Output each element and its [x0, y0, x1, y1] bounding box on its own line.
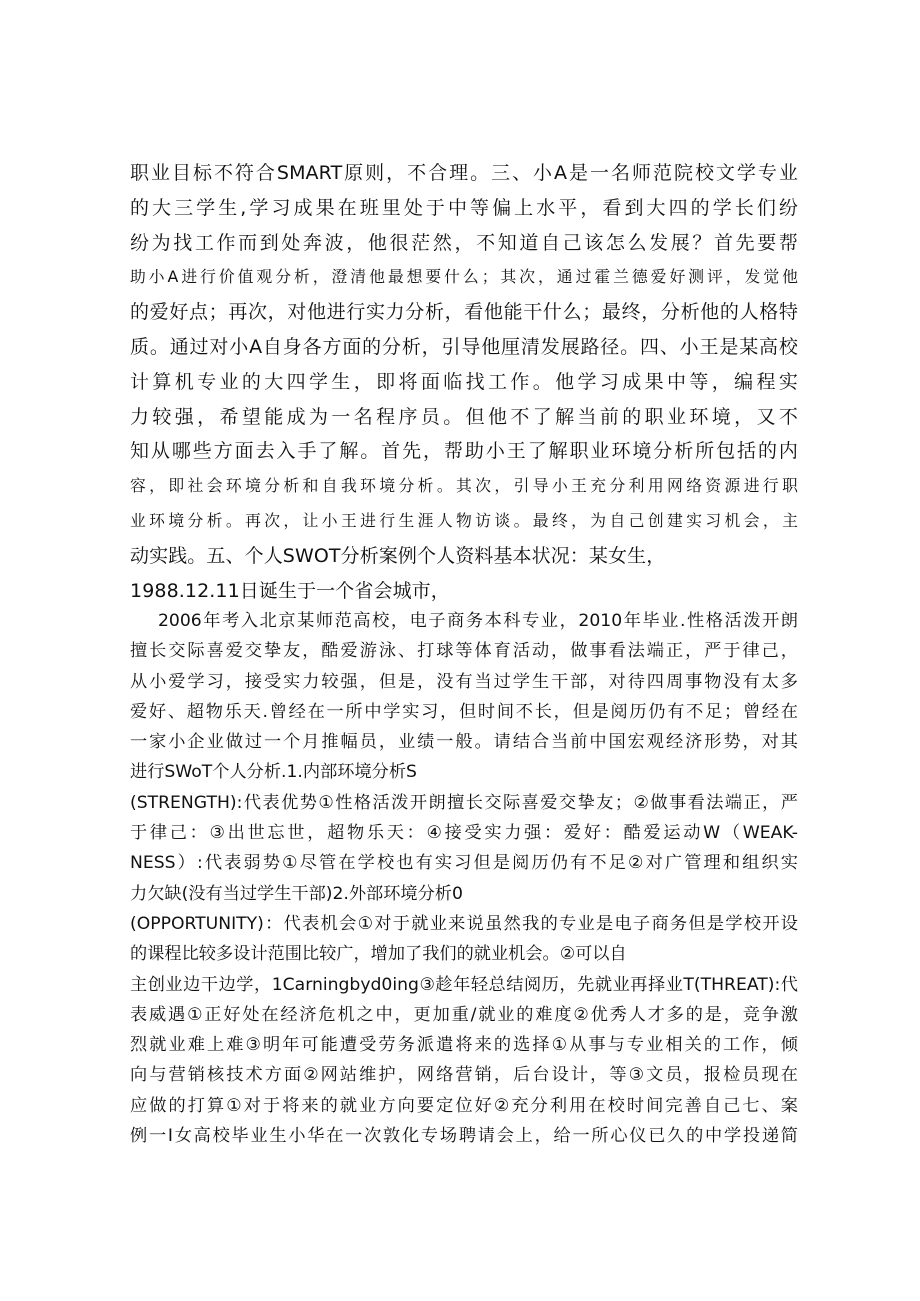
text-line: 纷为找工作而到处奔波，他很茫然，不知道自己该怎么发展？首先要帮	[130, 231, 798, 254]
text-line: 力较强，希望能成为一名程序员。但他不了解当前的职业环境，又不	[130, 405, 798, 428]
text-line: 动实践。五、个人SWOT分析案例个人资料基本状况：某女生，	[130, 544, 666, 567]
text-line: 擅长交际喜爱交挚友，酷爱游泳、打球等体育活动，做事看法端正，严于律己，	[130, 641, 798, 662]
text-line: 的大三学生,学习成果在班里处于中等偏上水平，看到大四的学长们纷	[130, 196, 798, 219]
text-line: 例一I女高校毕业生小华在一次敦化专场聘请会上，给一所心仪已久的中学投递简	[130, 1126, 798, 1147]
text-line: 知从哪些方面去入手了解。首先，帮助小王了解职业环境分析所包括的内	[130, 440, 798, 463]
paragraph-1	[130, 156, 798, 608]
text-line: 进行SWoT个人分析.1.内部环境分析S	[130, 762, 417, 783]
text-line: 的爱好点；再次，对他进行实力分析，看他能干什么；最终，分析他的人格特	[130, 301, 798, 324]
text-line: 2006年考入北京某师范高校，电子商务本科专业，2010年毕业.性格活泼开朗	[158, 611, 798, 631]
text-line: 助小A进行价值观分析，澄清他最想要什么；其次，通过霍兰德爱好测评，发觉他	[130, 267, 798, 287]
text-line: (OPPORTUNITY)：代表机会①对于就业来说虽然我的专业是电子商务但是学校开设	[130, 913, 798, 934]
text-line: 烈就业难上难③明年可能遭受劳务派遣将来的选择①从事与专业相关的工作，倾	[130, 1035, 798, 1056]
text-line: 向与营销核技术方面②网站维护，网络营销，后台设计，等③文员，报检员现在	[130, 1065, 798, 1086]
text-line: NESS）:代表弱势①尽管在学校也有实习但是阅历仍有不足②对广管理和组织实	[130, 853, 798, 874]
text-line: 计算机专业的大四学生，即将面临找工作。他学习成果中等，编程实	[130, 370, 798, 393]
text-line: 于律己：③出世忘世，超物乐天：④接受实力强：爱好：酷爱运动W（WEAK-	[130, 823, 798, 844]
text-line: 爱好、超物乐天.曾经在一所中学实习，但时间不长，但是阅历仍有不足；曾经在	[130, 701, 798, 722]
text-line: 力欠缺(没有当过学生干部)2.外部环境分析0	[130, 883, 463, 904]
text-line: 业环境分析。再次，让小王进行生涯人物访谈。最终，为自己创建实习机会，主	[130, 510, 798, 530]
text-line: 的课程比较多设计范围比较广，增加了我们的就业机会。②可以自	[130, 944, 627, 965]
paragraph-2	[130, 606, 798, 1151]
text-line: 容，即社会环境分析和自我环境分析。其次，引导小王充分利用网络资源进行职	[130, 476, 798, 496]
text-line: 1988.12.11日诞生于一个省会城市，	[130, 579, 450, 602]
text-line: 从小爱学习，接受实力较强，但是，没有当过学生干部，对待四周事物没有太多	[130, 671, 798, 692]
text-line: 应做的打算①对于将来的就业方向要定位好②充分利用在校时间完善自己七、案	[130, 1095, 798, 1116]
text-line: 主创业边干边学，1Carningbyd0ing③趁年轻总结阅历，先就业再择业T(THREAT):代	[130, 974, 798, 995]
text-line: 质。通过对小A自身各方面的分析，引导他厘清发展路径。四、小王是某高校	[130, 335, 798, 358]
text-line: 一家小企业做过一个月推幅员，业绩一般。请结合当前中国宏观经济形势，对其	[130, 732, 798, 753]
text-line: (STRENGTH):代表优势①性格活泼开朗擅长交际喜爱交挚友；②做事看法端正，严	[130, 792, 798, 813]
text-line: 职业目标不符合SMART原则，不合理。三、小A是一名师范院校文学专业	[130, 162, 798, 184]
text-line: 表威遇①正好处在经济危机之中，更加重/就业的难度②优秀人才多的是，竞争激	[130, 1004, 798, 1025]
